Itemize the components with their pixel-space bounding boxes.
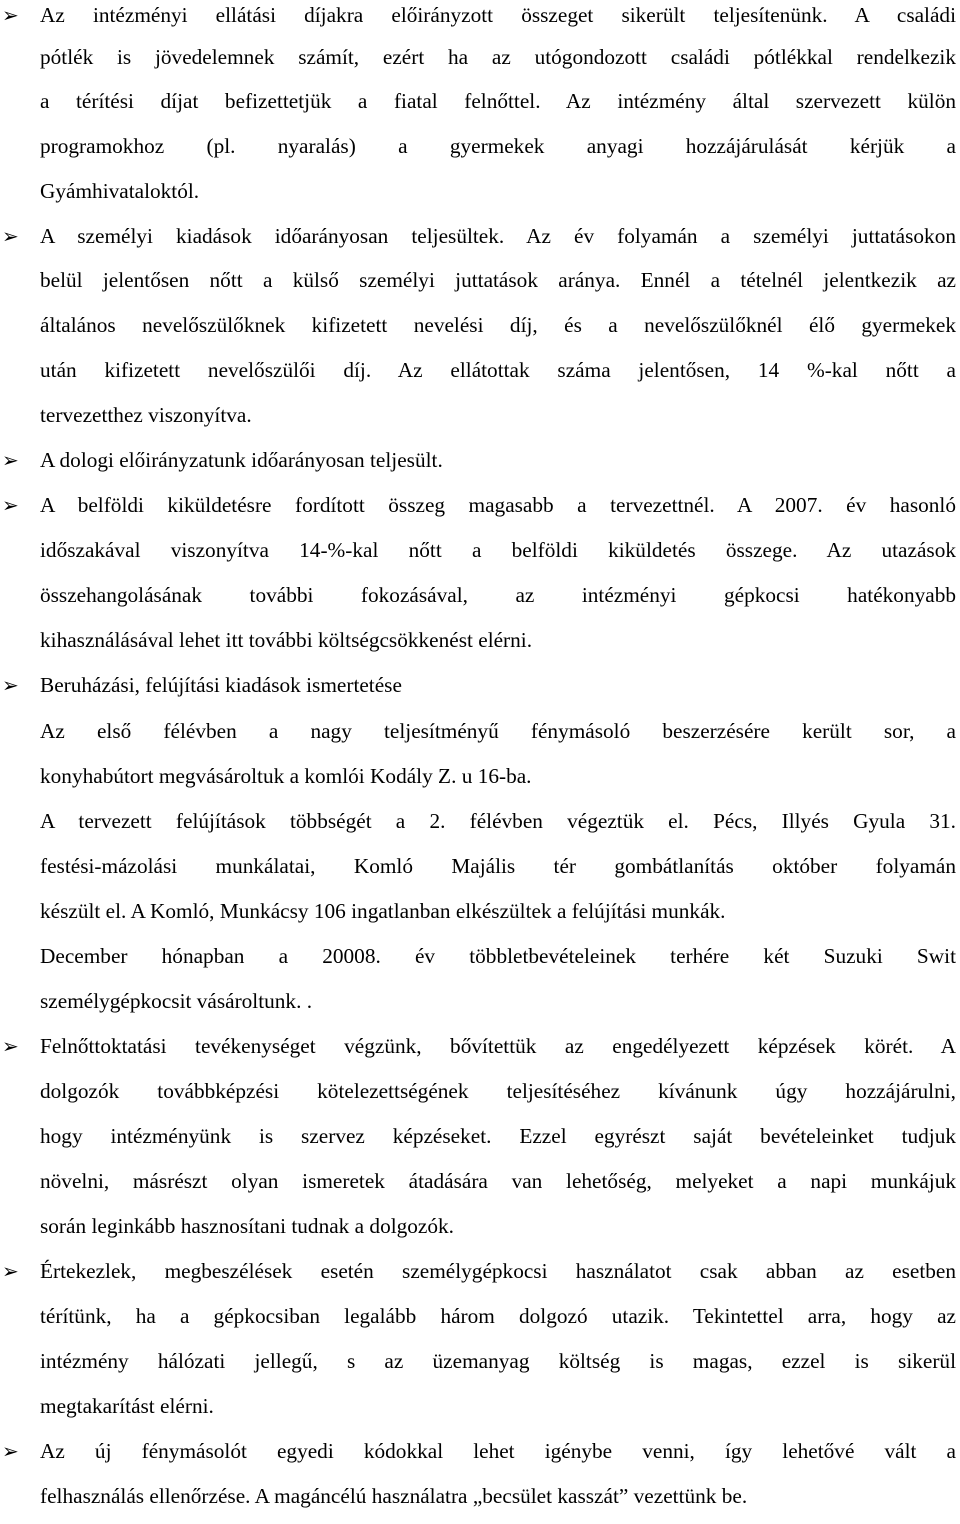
- text-line: kihasználásával lehet itt további költségcsökkenést elérni.: [40, 628, 533, 652]
- text-line: konyhabútort megvásároltuk a komlói Kodály Z. u 16-ba.: [40, 764, 532, 788]
- text-line: A dologi előirányzatunk időarányosan teljesült.: [40, 448, 443, 472]
- text-line: December hónapban a 20008. év többletbevételeinek terhére két Suzuki Swit: [40, 944, 956, 968]
- arrowhead-bullet-icon: ➢: [2, 673, 19, 697]
- text-line: megtakarítást elérni.: [40, 1394, 214, 1418]
- text-line: összehangolásának további fokozásával, az intézményi gépkocsi hatékonyabb: [40, 583, 956, 607]
- text-line: készült el. A Komló, Munkácsy 106 ingatlanban elkészültek a felújítási munkák.: [40, 899, 726, 923]
- arrowhead-bullet-icon: ➢: [2, 448, 19, 472]
- text-line: felhasználás ellenőrzése. A magáncélú használatra „becsület kasszát” vezettünk be.: [40, 1484, 748, 1508]
- arrowhead-bullet-icon: ➢: [2, 493, 19, 517]
- text-line: festési-mázolási munkálatai, Komló Majális tér gombátlanítás október folyamán: [40, 854, 956, 878]
- text-line: során leginkább hasznosítani tudnak a dolgozók.: [40, 1214, 455, 1238]
- text-line: A személyi kiadások időarányosan teljesültek. Az év folyamán a személyi juttatásokon: [40, 224, 956, 248]
- text-line: intézmény hálózati jellegű, s az üzemanyag költség is magas, ezzel is sikerül: [40, 1349, 956, 1373]
- arrowhead-bullet-icon: ➢: [2, 3, 19, 27]
- text-line: tervezetthez viszonyítva.: [40, 403, 252, 427]
- text-line: Felnőttoktatási tevékenységet végzünk, bővítettük az engedélyezett képzések körét. A: [40, 1034, 956, 1058]
- text-line: személygépkocsit vásároltunk. .: [40, 989, 313, 1013]
- arrowhead-bullet-icon: ➢: [2, 224, 19, 248]
- text-line: Az új fénymásolót egyedi kódokkal lehet igénybe venni, így lehetővé vált a: [40, 1439, 956, 1463]
- text-line: Gyámhivataloktól.: [40, 179, 200, 203]
- text-line: A belföldi kiküldetésre fordított összeg magasabb a tervezettnél. A 2007. év hasonló: [40, 493, 956, 517]
- text-line: Értekezlek, megbeszélések esetén személygépkocsi használatot csak abban az esetben: [40, 1259, 956, 1283]
- text-line: hogy intézményünk is szervez képzéseket. Ezzel egyrészt saját bevételeinket tudjuk: [40, 1124, 956, 1148]
- text-line: A tervezett felújítások többségét a 2. félévben végeztük el. Pécs, Illyés Gyula 31.: [40, 809, 956, 833]
- text-line: térítünk, ha a gépkocsiban legalább három dolgozó utazik. Tekintettel arra, hogy az: [40, 1304, 956, 1328]
- text-line: után kifizetett nevelőszülői díj. Az ellátottak száma jelentősen, 14 %-kal nőtt a: [40, 358, 956, 382]
- text-line: pótlék is jövedelemnek számít, ezért ha az utógondozott családi pótlékkal rendelkezik: [40, 45, 956, 69]
- text-line: növelni, másrészt olyan ismeretek átadására van lehetőség, melyeket a napi munkájuk: [40, 1169, 956, 1193]
- arrowhead-bullet-icon: ➢: [2, 1439, 19, 1463]
- section-heading: Beruházási, felújítási kiadások ismertetése: [40, 673, 402, 697]
- text-line: Az intézményi ellátási díjakra előirányzott összeget sikerült teljesítenünk. A családi: [40, 3, 956, 27]
- text-line: Az első félévben a nagy teljesítményű fénymásoló beszerzésére került sor, a: [40, 719, 956, 743]
- text-line: a térítési díjat befizettetjük a fiatal felnőttel. Az intézmény által szervezett külön: [40, 89, 956, 113]
- text-line: belül jelentősen nőtt a külső személyi juttatások aránya. Ennél a tételnél jelentkezik az: [40, 268, 956, 292]
- arrowhead-bullet-icon: ➢: [2, 1034, 19, 1058]
- text-line: időszakával viszonyítva 14-%-kal nőtt a belföldi kiküldetés összege. Az utazások: [40, 538, 956, 562]
- text-line: programokhoz (pl. nyaralás) a gyermekek anyagi hozzájárulását kérjük a: [40, 134, 956, 158]
- text-line: dolgozók továbbképzési kötelezettségének teljesítéséhez kívánunk úgy hozzájárulni,: [40, 1079, 956, 1103]
- arrowhead-bullet-icon: ➢: [2, 1259, 19, 1283]
- text-line: általános nevelőszülőknek kifizetett nevelési díj, és a nevelőszülőknél élő gyermekek: [40, 313, 956, 337]
